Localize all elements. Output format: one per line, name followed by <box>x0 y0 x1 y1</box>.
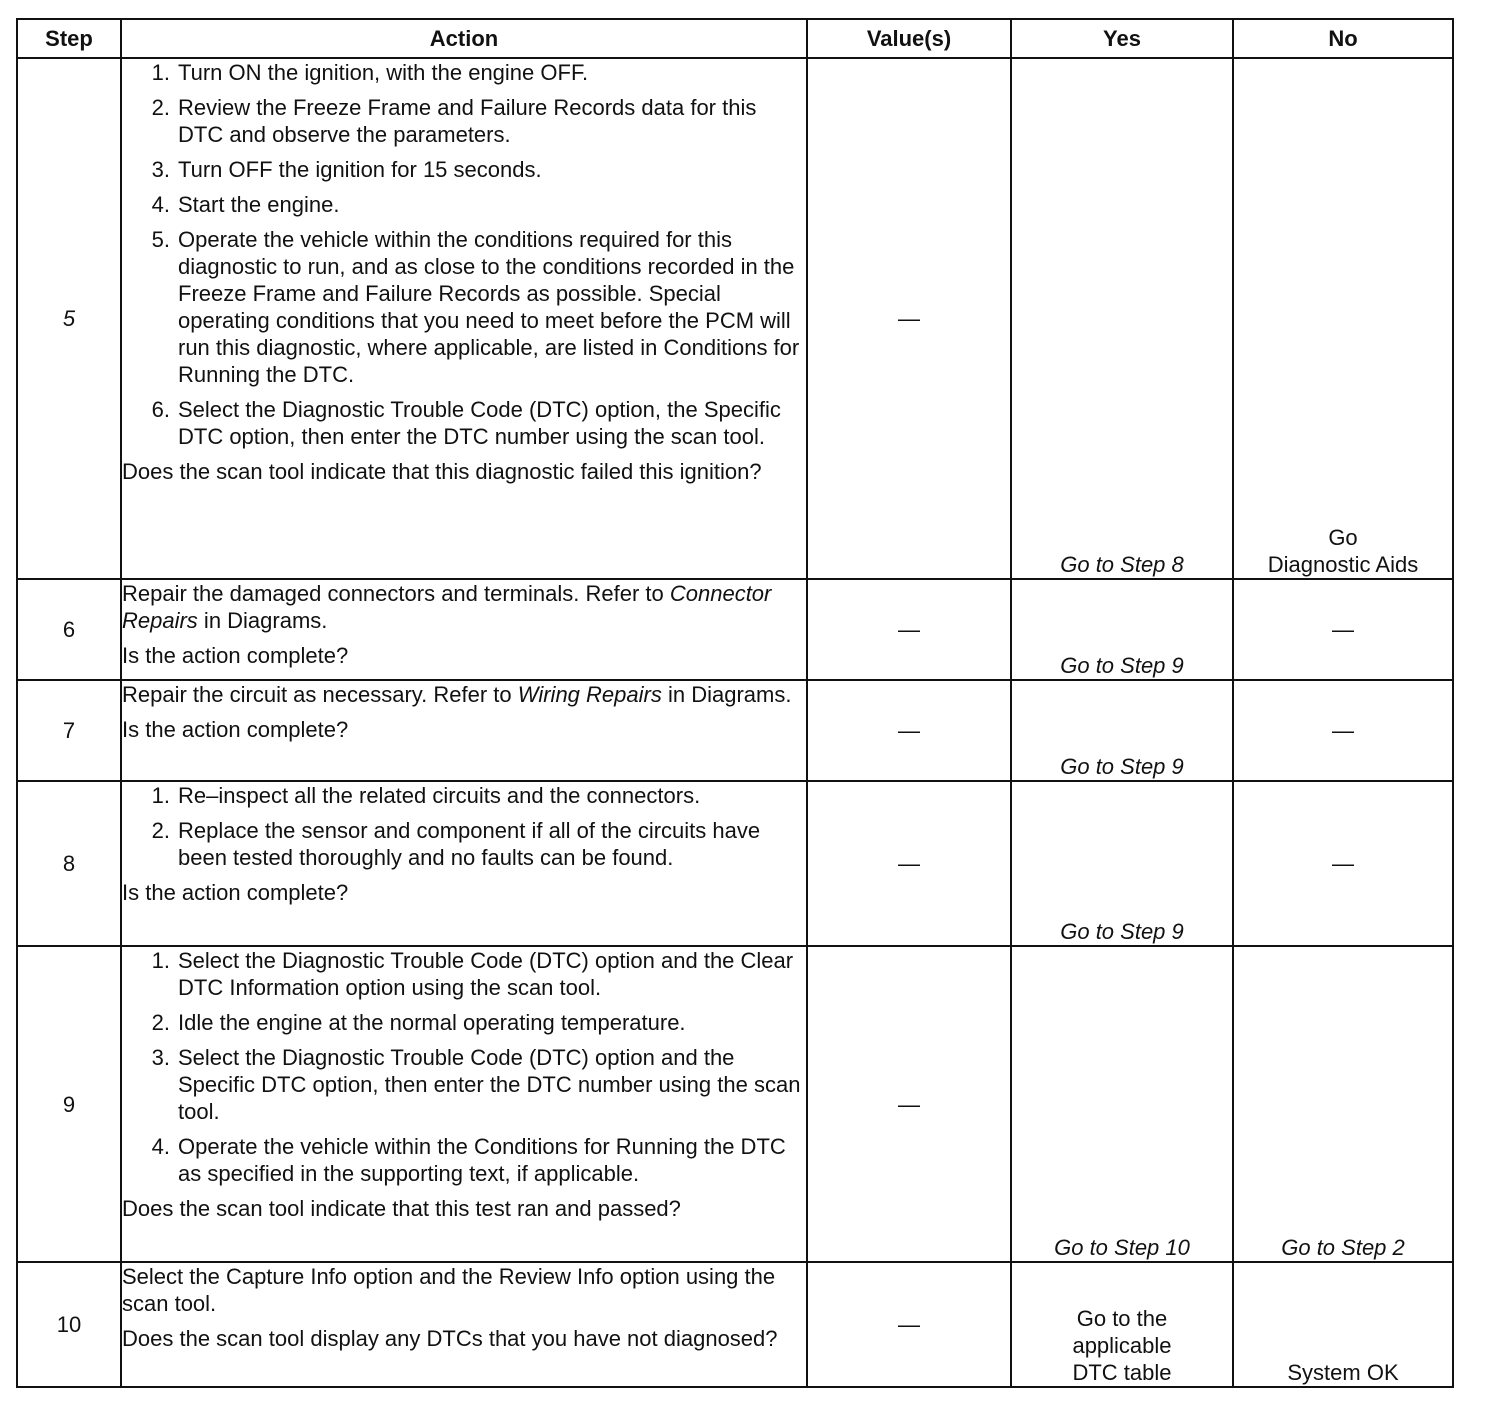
action-step: Select the Diagnostic Trouble Code (DTC) option and the Specific DTC option, then enter the DTC number using the scan tool. <box>178 1045 801 1124</box>
no-result: System OK <box>1287 1360 1399 1385</box>
action-cell <box>121 680 807 781</box>
no-cell <box>1233 1262 1453 1387</box>
yes-line: applicable <box>1072 1333 1172 1358</box>
action-step: Turn OFF the ignition for 15 seconds. <box>178 157 542 182</box>
action-step: Select the Diagnostic Trouble Code (DTC) option and the Clear DTC Information option using the scan tool. <box>178 948 794 1000</box>
action-text-part: in Diagrams. <box>661 682 792 707</box>
no-cell: — <box>1233 680 1453 781</box>
action-question: Is the action complete? <box>122 717 349 742</box>
step-number: 7 <box>17 680 121 781</box>
action-step-list <box>122 947 806 1187</box>
action-step: Operate the vehicle within the Conditions for Running the DTC as specified in the supporting text, if applicable. <box>178 1134 786 1186</box>
value-cell: — <box>807 946 1011 1262</box>
value-cell: — <box>807 680 1011 781</box>
yes-goto-link[interactable]: Go to Step 8 <box>1060 552 1184 577</box>
header-yes: Yes <box>1011 19 1233 58</box>
action-text <box>122 681 806 708</box>
header-action: Action <box>121 19 807 58</box>
action-cell <box>121 781 807 946</box>
no-cell: — <box>1233 579 1453 680</box>
yes-cell <box>1011 58 1233 579</box>
action-step: Select the Diagnostic Trouble Code (DTC) option, the Specific DTC option, then enter the DTC number using the scan tool. <box>178 397 781 449</box>
no-line: Go <box>1328 525 1358 550</box>
no-cell: — <box>1233 781 1453 946</box>
action-question: Is the action complete? <box>122 643 349 668</box>
table-row-step-6 <box>17 579 1453 680</box>
yes-cell <box>1011 579 1233 680</box>
yes-goto-link[interactable]: Go to Step 9 <box>1060 653 1184 678</box>
action-cell <box>121 1262 807 1387</box>
header-row <box>17 19 1453 58</box>
step-number: 10 <box>17 1262 121 1387</box>
action-question: Is the action complete? <box>122 880 349 905</box>
table-row-step-8 <box>17 781 1453 946</box>
action-step: Operate the vehicle within the conditions required for this diagnostic to run, and as close to the conditions recorded in the Freeze Frame and Failure Records as possible. Special operating conditions that you need to meet before the PCM will run this diagnostic, where applicable, are listed in Conditions for Running the DTC. <box>178 227 800 387</box>
no-line[interactable]: Diagnostic Aids <box>1267 552 1419 577</box>
yes-goto-link[interactable]: Go to Step 9 <box>1060 919 1184 944</box>
table-row-step-9 <box>17 946 1453 1262</box>
action-step-list <box>122 782 806 871</box>
action-step: Idle the engine at the normal operating temperature. <box>178 1010 686 1035</box>
action-step: Re–inspect all the related circuits and the connectors. <box>178 783 701 808</box>
reference-link[interactable]: Wiring Repairs <box>517 682 662 707</box>
action-text-part: Repair the damaged connectors and terminals. Refer to <box>122 581 670 606</box>
yes-cell <box>1011 1262 1233 1387</box>
value-cell: — <box>807 1262 1011 1387</box>
table-row-step-7 <box>17 680 1453 781</box>
yes-line: Go to the <box>1076 1306 1168 1331</box>
yes-cell <box>1011 781 1233 946</box>
table-row-step-5 <box>17 58 1453 579</box>
action-text-part: in Diagrams. <box>197 608 328 633</box>
action-question: Does the scan tool display any DTCs that you have not diagnosed? <box>122 1326 778 1351</box>
yes-line[interactable]: DTC table <box>1072 1360 1172 1385</box>
diagnostic-table <box>16 18 1454 1388</box>
header-step: Step <box>17 19 121 58</box>
yes-cell <box>1011 680 1233 781</box>
header-values: Value(s) <box>807 19 1011 58</box>
action-step: Turn ON the ignition, with the engine OFF. <box>178 60 589 85</box>
action-question: Does the scan tool indicate that this diagnostic failed this ignition? <box>122 459 762 484</box>
yes-goto-link[interactable]: Go to Step 10 <box>1054 1235 1190 1260</box>
table-row-step-10 <box>17 1262 1453 1387</box>
action-step: Start the engine. <box>178 192 340 217</box>
reference-link[interactable]: Connector Repairs <box>122 581 772 633</box>
no-cell <box>1233 58 1453 579</box>
header-no: No <box>1233 19 1453 58</box>
action-step: Review the Freeze Frame and Failure Records data for this DTC and observe the parameters. <box>178 95 757 147</box>
step-number: 6 <box>17 579 121 680</box>
action-cell <box>121 579 807 680</box>
no-goto-link[interactable]: Go to Step 2 <box>1281 1235 1405 1260</box>
value-cell: — <box>807 781 1011 946</box>
action-question: Does the scan tool indicate that this test ran and passed? <box>122 1196 681 1221</box>
yes-cell <box>1011 946 1233 1262</box>
action-step-list <box>122 59 806 450</box>
action-text: Select the Capture Info option and the Review Info option using the scan tool. <box>122 1264 776 1316</box>
step-number: 8 <box>17 781 121 946</box>
value-cell: — <box>807 58 1011 579</box>
action-cell <box>121 58 807 579</box>
action-text <box>122 580 806 634</box>
action-step: Replace the sensor and component if all of the circuits have been tested thoroughly and no faults can be found. <box>178 818 761 870</box>
value-cell: — <box>807 579 1011 680</box>
action-cell <box>121 946 807 1262</box>
yes-goto-link[interactable]: Go to Step 9 <box>1060 754 1184 779</box>
step-number: 9 <box>17 946 121 1262</box>
action-text-part: Repair the circuit as necessary. Refer to <box>122 682 518 707</box>
no-cell <box>1233 946 1453 1262</box>
step-number: 5 <box>17 58 121 579</box>
